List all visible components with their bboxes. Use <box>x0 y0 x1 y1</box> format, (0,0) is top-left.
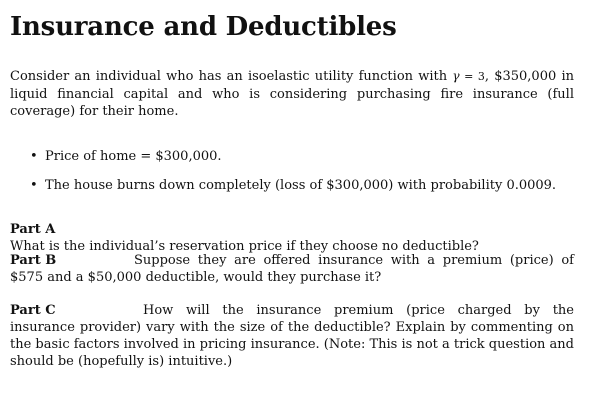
list-item <box>30 177 570 195</box>
part-c-label: Part C <box>10 303 56 318</box>
part-a-label: Part A <box>10 222 56 237</box>
bullet-text: Price of home = $300,000. <box>45 149 222 164</box>
gamma-value: = 3 <box>459 70 485 83</box>
bullet-icon: • <box>30 149 38 164</box>
assumptions-list <box>30 148 570 205</box>
gamma-symbol: γ <box>452 69 460 83</box>
list-item <box>30 148 570 166</box>
intro-text-end: , $350,000 in liquid financial capital and who is considering purchasing fire insurance (full coverage) for their home. <box>10 69 574 119</box>
bullet-icon: • <box>30 177 38 193</box>
page-title: Insurance and Deductibles <box>10 12 397 42</box>
intro-text-start: Consider an individual who has an isoelastic utility function with <box>10 69 453 84</box>
part-a <box>10 221 574 255</box>
part-c <box>10 302 574 370</box>
bullet-text: The house burns down completely (loss of $300,000) with probability 0.0009. <box>45 177 557 193</box>
part-c-question: How will the insurance premium (price charged by the insurance provider) vary with the size of the deductible? Explain by commenting on the basic factors involved in pricing insurance. (Note: This is not a trick question and should be (hopefully is) intuitive.) <box>10 303 574 369</box>
part-b <box>10 252 574 286</box>
intro-paragraph <box>10 68 574 121</box>
part-a-question: What is the individual’s reservation price if they choose no deductible? <box>10 239 479 254</box>
part-b-label: Part B <box>10 253 57 268</box>
part-b-question: Suppose they are offered insurance with a premium (price) of $575 and a $50,000 deductible, would they purchase it? <box>10 253 574 285</box>
